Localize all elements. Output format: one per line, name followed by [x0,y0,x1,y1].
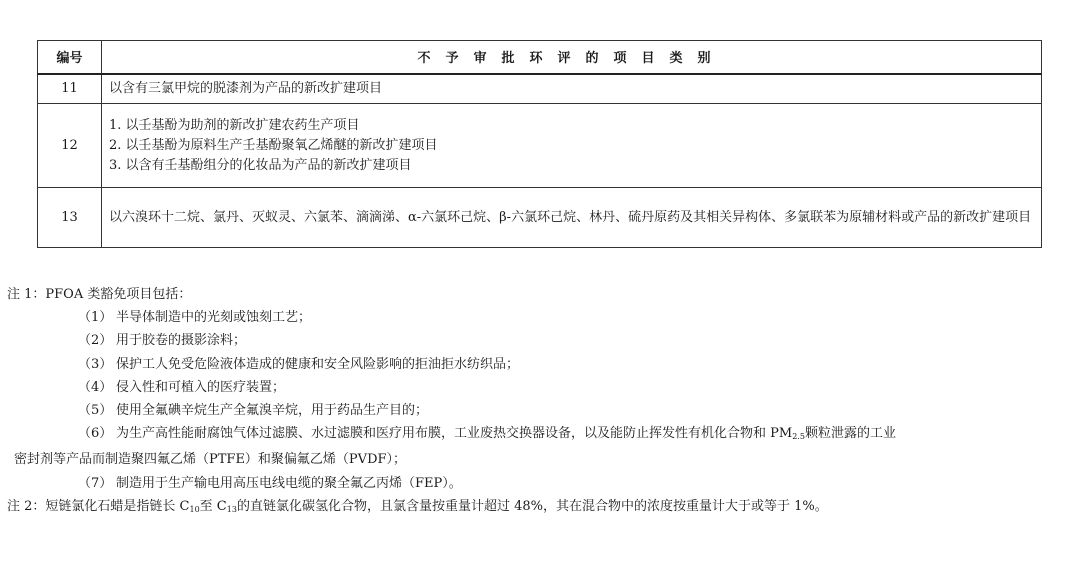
note2-text: 注 2：短链氯化石蜡是指链长 C [7,498,190,514]
item-text: 用于胶卷的摄影涂料； [116,333,247,349]
item-number: （1） [78,310,113,326]
item-text: 为生产高性能耐腐蚀气体过滤膜、水过滤膜和医疗用布膜，工业废热交换器设备，以及能防止挥发性有机化合物和 PM [116,426,793,442]
row-category: 以六溴环十二烷、氯丹、灭蚁灵、六氯苯、滴滴涕、α-六氯环己烷、β-六氯环己烷、林丹、硫丹原药及其相关异构体、多氯联苯为原辅材料或产品的新改扩建项目 [102,188,1042,248]
category-line: 1. 以壬基酚为助剂的新改扩建农药生产项目 [109,117,360,133]
row-number: 11 [38,74,102,104]
note1-item [7,306,1067,329]
carbon-subscript: 10 [189,504,200,514]
category-line: 以含有三氯甲烷的脱漆剂为产品的新改扩建项目 [109,80,383,96]
note2-text: 至 C [199,498,227,514]
note1-item [7,472,1067,495]
note1-item [7,376,1067,399]
note1-item-continuation: 密封剂等产品而制造聚四氟乙烯（PTFE）和聚偏氟乙烯（PVDF）； [14,452,407,468]
category-line: 2. 以壬基酚为原料生产壬基酚聚氧乙烯醚的新改扩建项目 [109,137,438,153]
item-text: 颗粒泄露的工业 [804,426,896,442]
header-category: 不予审批环评的项目类别 [102,41,1042,74]
note1-item [7,399,1067,422]
pm-subscript: 2.5 [792,432,805,442]
note1-item [7,329,1067,352]
item-text: 侵入性和可植入的医疗装置； [116,379,286,395]
carbon-subscript: 13 [226,504,237,514]
note2-text: 的直链氯化碳氢化合物，且氯含量按重量计超过 48%，其在混合物中的浓度按重量计大于或等于 1%。 [236,498,828,514]
note1-item [7,422,1067,448]
table-row [38,74,1042,104]
item-number: （5） [78,403,113,419]
notes-section [7,283,1067,521]
item-text: 保护工人免受危险液体造成的健康和安全风险影响的拒油拒水纺织品； [116,356,520,372]
item-number: （2） [78,333,113,349]
item-number: （4） [78,379,113,395]
prohibited-projects-table [37,40,1042,248]
row-number: 13 [38,188,102,248]
item-number: （3） [78,356,113,372]
note2 [7,495,1067,521]
item-text: 半导体制造中的光刻或蚀刻工艺； [116,310,312,326]
item-text: 使用全氟碘辛烷生产全氟溴辛烷，用于药品生产目的； [116,403,429,419]
note1-item [7,353,1067,376]
row-category [102,74,1042,104]
note1-heading: 注 1：PFOA 类豁免项目包括： [7,287,192,302]
item-number: （6） [78,426,113,442]
item-number: （7） [78,475,113,491]
table-row [38,188,1042,248]
row-category [102,104,1042,188]
item-text: 制造用于生产输电用高压电线电缆的聚全氟乙丙烯（FEP）。 [116,475,462,491]
table-header-row [38,41,1042,74]
category-line: 3. 以含有壬基酚组分的化妆品为产品的新改扩建项目 [109,157,412,173]
row-number: 12 [38,104,102,188]
header-number: 编号 [38,41,102,74]
table-row [38,104,1042,188]
